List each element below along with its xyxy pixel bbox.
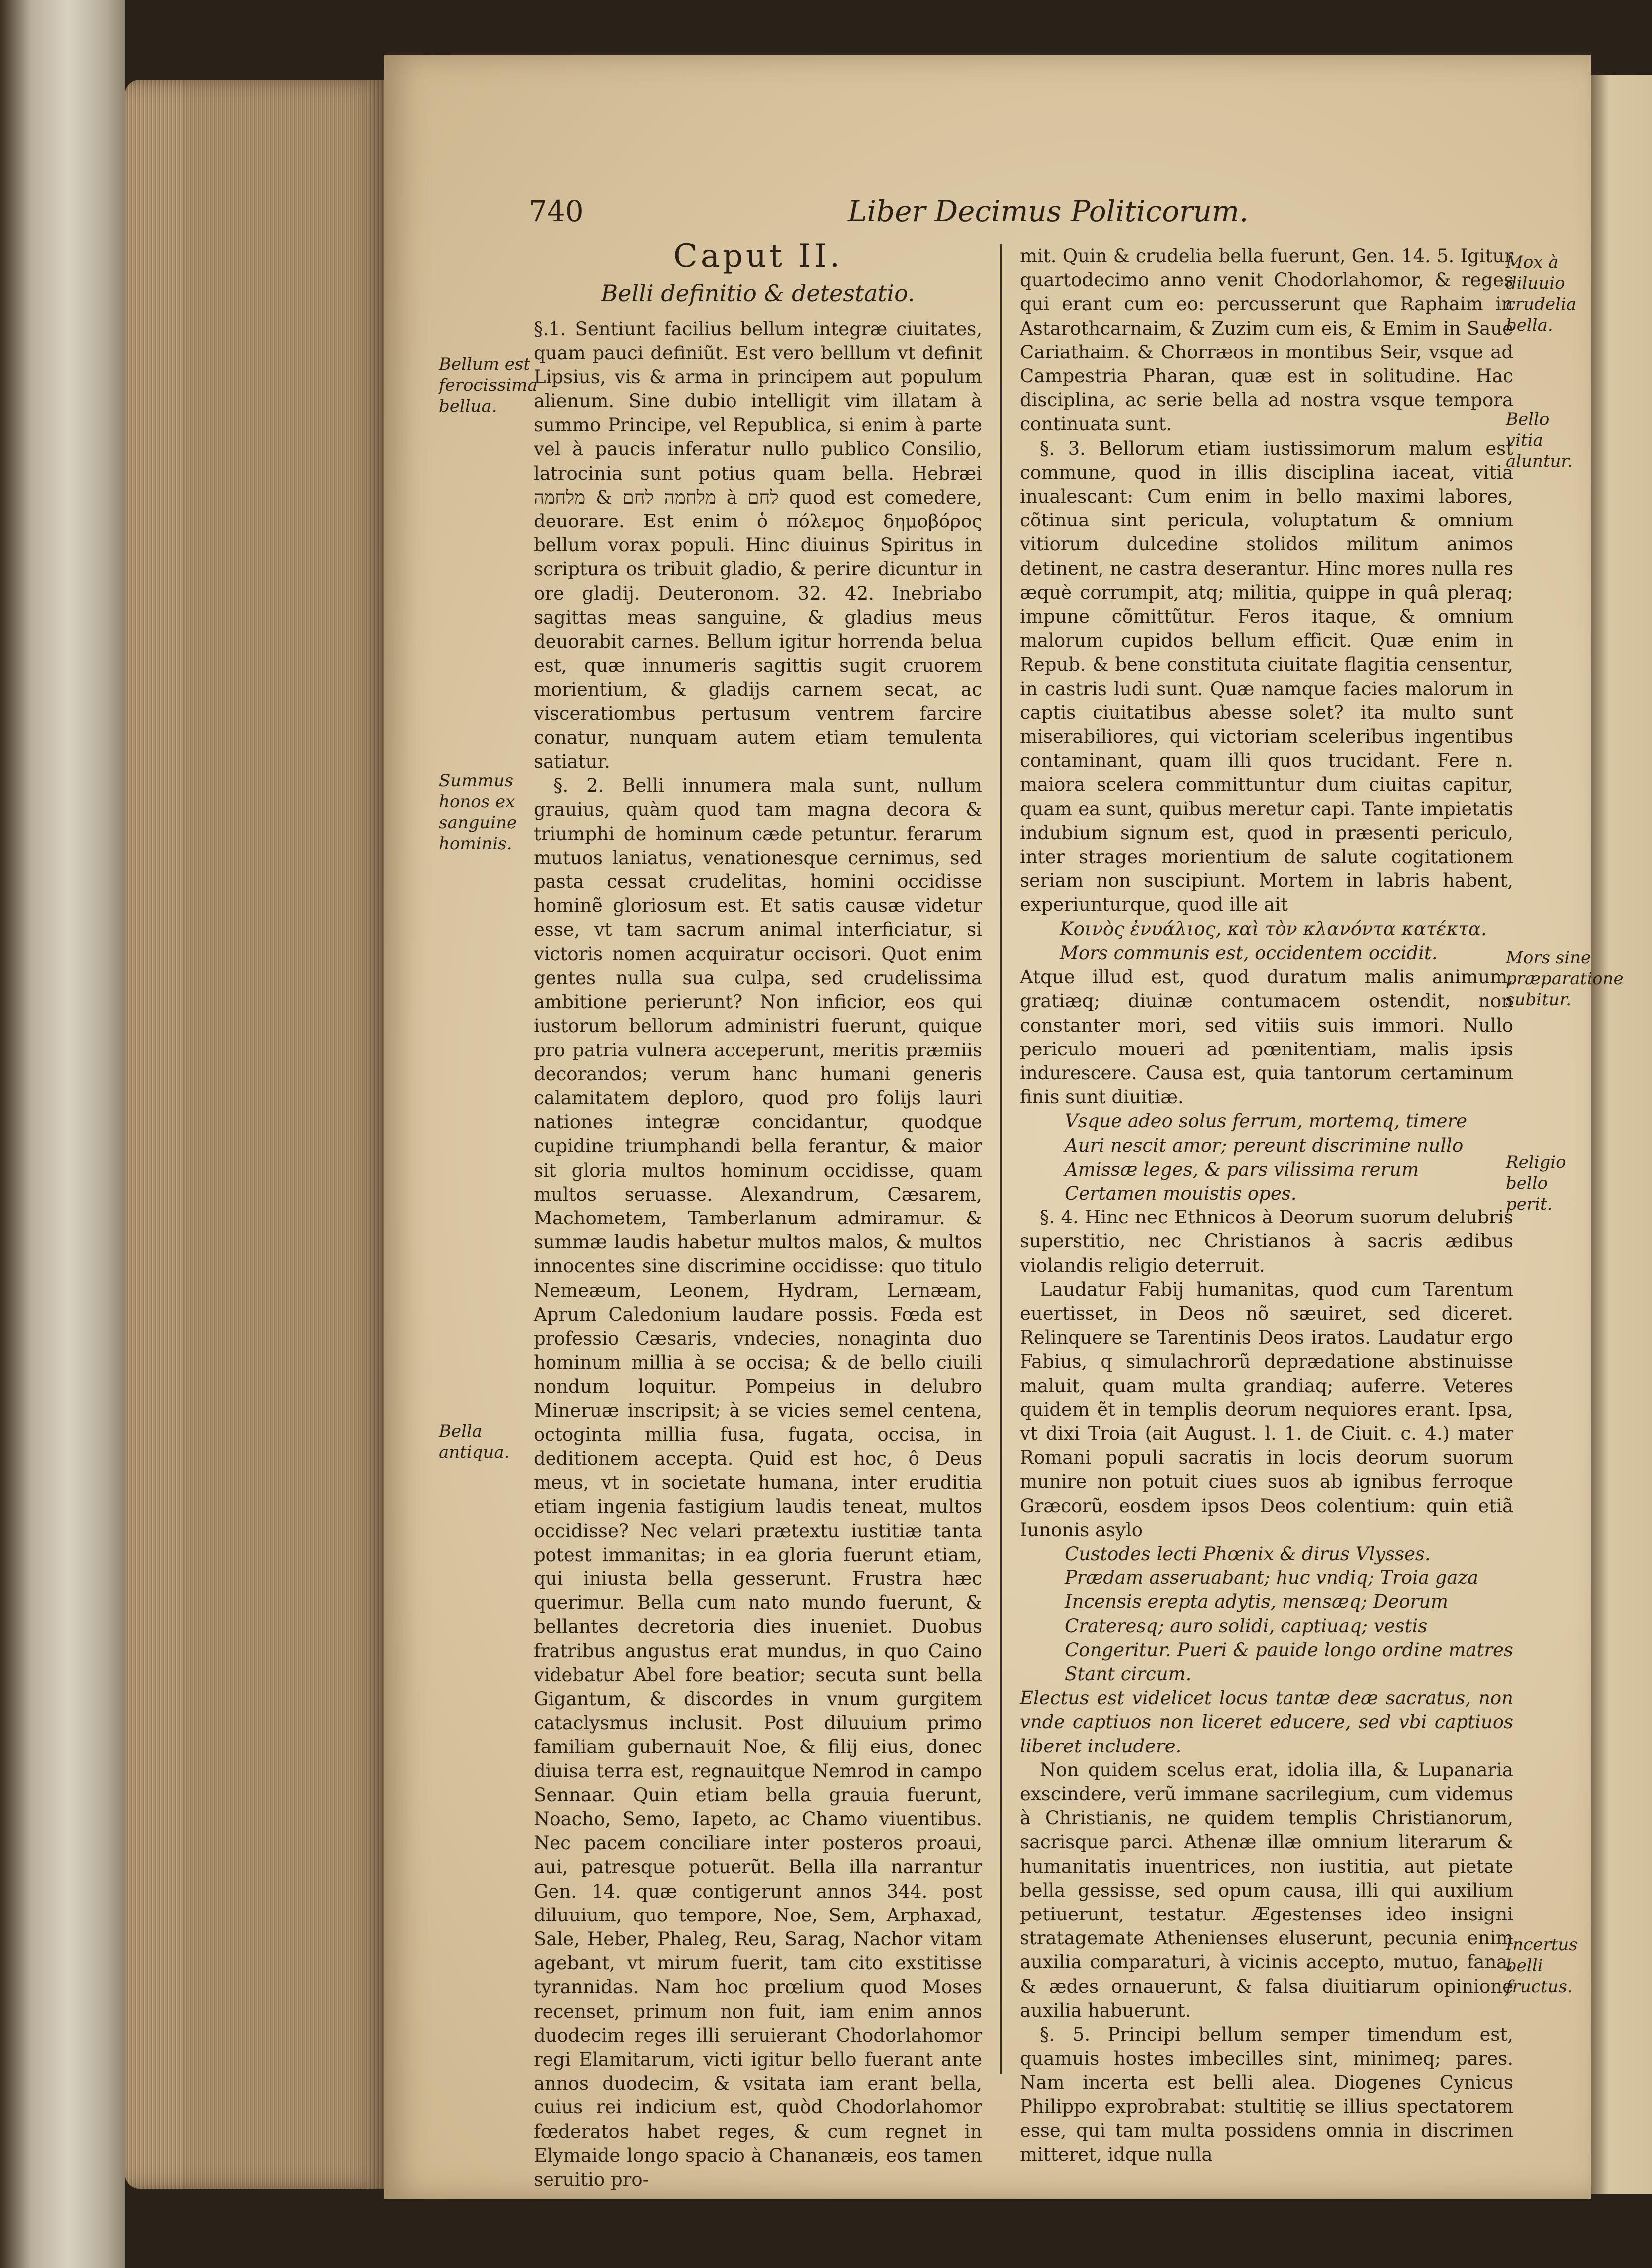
verse-line: Vsque adeo solus ferrum, mortemq, timere [1065,1110,1468,1132]
paragraph-r2: §. 3. Bellorum etiam iustissimorum malum est commune, quod in illis disciplina iaceat, vitia inualescant: Cum enim in bello maximi labores, cõtinua sint pericula, voluptatum & omnium vitiorum dulcedine stolidos militum animos detinent, ne castra deserantur. Hinc mores nulla res æquè corrumpit, atq; militia, quippe in quâ pleraq; impune cõmittũtur. Feros itaque, & omnium malorum cupidos bellum efficit. Quæ enim in Repub. & bene constituta ciuitate flagitia censentur, in castris ludi sunt. Quæ namque facies malorum in captis ciuitatibus abesse solet? ita multo sunt miserabiliores, qui victoriam sceleribus ingentibus contaminant, quam illi quos trucidant. Fere n. maiora scelera committuntur dum ciuitas capitur, quam ea sunt, quibus meretur capi. Tante impietatis indubium signum est, quod in præsenti periculo, inter strages morientium de salute cogitationem seriam non suscipiunt. Mortem in labris habent, experiunturque, quod ille ait [1020,437,1513,916]
greek-translation: Mors communis est, occidentem occidit. [1060,942,1438,964]
verse-line: Auri nescit amor; pereunt discrimine nullo [1065,1134,1464,1156]
right-column [1020,244,1513,2167]
greek-quote: Κοινὸς ἐνυάλιος, καὶ τὸν κλανόντα κατέκτα. [1060,918,1487,940]
running-title: Liber Decimus Politicorum. [848,194,1249,228]
verse-block-1 [1020,1109,1513,1206]
facing-page-edge [1591,75,1652,2194]
paragraph-r7: Non quidem scelus erat, idolia illa, & Lupanaria exscindere, verũ immane sacrilegium, cum videmus à Christianis, ne quidem templis Christianorum, sacrisque parci. Athenæ illæ omnium literarum & humanitatis inuentrices, non iustitia, aut pietate bella gessisse, sed opum causa, illi qui auxilium petiuerunt, testatur. Ægestenses ideo insigni stratagemate Athenienses eluserunt, pecunia enim auxilia comparaturi, à vicinis accepto, mutuo, fana, & ædes ornauerunt, & falsa diuitiarum opinione auxilia habuerunt. [1020,1759,1513,2021]
margin-note: Incertus belli fructus. [1506,1935,1578,1997]
page-number: 740 [529,194,584,228]
chapter-subtitle: Belli definitio & detestatio. [601,280,915,307]
paragraph-r6: Electus est videlicet locus tantæ deæ sacratus, non vnde captiuos non liceret educere, sed vbi captiuos liberet includere. [1020,1687,1513,1757]
chapter-title: Caput II. [673,238,843,275]
verse-line: Prædam asseruabant; huc vndiq; Troia gaza [1065,1567,1479,1589]
margin-note: Bellum est ferocissima bellua. [439,354,538,416]
paragraph-r8: §. 5. Principi bellum semper timendum est, quamuis hostes imbecilles sint, minimeq; pares. Nam incerta est belli alea. Diogenes Cynicus Philippo exprobrabat: stultitię se illius spectatorem esse, qui tam multa possidens omnia in discrimen mitteret, idque nulla [1020,2024,1513,2166]
paragraph-2: §. 2. Belli innumera mala sunt, nullum grauius, quàm quod tam magna decora & triumphi de hominum cæde petuntur. ferarum mutuos laniatus, venationesque cernimus, sed pasta cessat crudelitas, homini occidisse hominẽ gloriosum est. Et satis causæ videtur esse, vt tam sacrum animal interficiatur, si victoris nomen acquiratur occisori. Quot enim gentes nulla sua culpa, sed crudelissima ambitione perierunt? Non inficior, eos qui iustorum bellorum administri fuerunt, quique pro patria vulnera acceperunt, meritis præmiis decorandos; verum hanc humani generis calamitatem deploro, quod pro folijs lauri nationes integræ concidantur, quodque cupidine triumphandi bella ferantur, & maior sit gloria multos hominum occidisse, quam multos seruasse. Alexandrum, Cæsarem, Machometem, Tamberlanum admiramur. & summæ laudis habetur multos malos, & multos innocentes sine discrimine occidisse: quo titulo Nemeæum, Leonem, Hydram, Lernæam, Aprum Caledonium laudare possis. Fœda est professio Cæsaris, vndecies, nonaginta duo hominum millia à se occisa; & de bello ciuili nondum loquitur. Pompeius in delubro Mineruæ inscripsit; à se vicies semel centena, octoginta millia fusa, fugata, occisa, in deditionem accepta. Quid est hoc, ô Deus meus, vt in societate humana, inter eruditia etiam ingenia fastigium laudis teneat, multos occidisse? Nec velari prætextu iustitiæ tanta potest immanitas; in ea gloria fuerunt etiam, qui iniusta bella gesserunt. Frustra hæc querimur. Bella cum nato mundo fuerunt, & bellantes decretoria dies inueniet. Duobus fratribus angustus erat mundus, in quo Caino videbatur Abel fore beatior; secuta sunt bella Gigantum, & discordes in vnum gurgitem cataclysmus inclusit. Post diluuium primo familiam gubernauit Noe, & filij eius, donec diuisa terra est, regnauitque Nemrod in campo Sennaar. Quin etiam bella grauia fuerunt, Noacho, Semo, Iapeto, ac Chamo viuentibus. Nec pacem conciliare inter posteros proaui, aui, patresque potuerũt. Bella illa narrantur Gen. 14. quæ contigerunt annos 344. post diluuium, quo tempore, Noe, Sem, Arphaxad, Sale, Heber, Phaleg, Reu, Sarag, Nachor vitam agebant, vt mirum fuerit, tam cito exstitisse tyrannidas. Nam hoc prœlium quod Moses recenset, primum non fuit, iam enim annos duodecim reges illi seruierant Chodorlahomor regi Elamitarum, victi igitur bello fuerant ante annos duodecim, & vsitata iam erant bella, cuius rei indicium est, quòd Chodorlahomor fœderatos habet reges, & cum regnet in Elymaide longo spacio à Chananæis, eos tamen seruitio pro- [534,775,982,2191]
verse-line: Custodes lecti Phœnix & dirus Vlysses. [1065,1543,1431,1565]
paragraph-r3: Atque illud est, quod duratum malis animum, gratiæq; diuinæ contumacem ostendit, non constanter mori, sed vitiis suis immori. Nullo periculo moueri ad pœnitentiam, malis ipsis indurescere. Causa est, quia tantorum certaminum finis sunt diuitiæ. [1020,966,1513,1108]
column-rule [1000,244,1002,2074]
verse-line: Incensis erepta adytis, mensæq; Deorum [1065,1591,1449,1613]
book-spine [0,0,125,2268]
margin-note: Bella antiqua. [439,1421,510,1462]
margin-note: Mors sine præparatione subitur. [1506,948,1624,1010]
margin-note: Summus honos ex sanguine hominis. [439,771,517,854]
verse-block-2 [1020,1542,1513,1686]
verse-line: Congeritur. Pueri & pauide longo ordine matres [1065,1639,1513,1661]
verse-line: Amissæ leges, & pars vilissima rerum [1065,1158,1419,1180]
left-column [534,238,982,2192]
paragraph-r5: Laudatur Fabij humanitas, quod cum Tarentum euertisset, in Deos nõ sæuiret, sed diceret. Relinquere se Tarentinis Deos iratos. Laudatur ergo Fabius, q simulachrorũ deprædatione abstinuisse maluit, quam multa grandiaq; auferre. Veteres quidem ẽt in templis deorum nequiores erant. Ipsa, vt dixi Troia (ait August. l. 1. de Ciuit. c. 4.) mater Romani populi sacratis in locis deorum suorum munire non potuit ciues suos ab ignibus ferroque Græcorũ, eosdem ipsos Deos colentium: quin etiã Iunonis asylo [1020,1278,1513,1541]
verse-line: Certamen mouistis opes. [1065,1182,1297,1204]
verse-line: Stant circum. [1065,1663,1192,1685]
margin-note: Mox à diluuio crudelia bella. [1506,252,1577,335]
paragraph-1: §.1. Sentiunt facilius bellum integræ ciuitates, quam pauci definiũt. Est vero belllum vt definit Lipsius, vis & arma in principem aut populum alienum. Sine dubio intelligit vim illatam à summo Principe, vel Republica, si enim à parte vel à paucis inferatur nullo publico Consilio, latrocinia sunt potius quam bella. Hebræi מלחמה לחם & מלחמה à לחם quod est comedere, deuorare. Est enim ὁ πόλεμος δημοβόρος bellum vorax populi. Hinc diuinus Spiritus in scriptura os tribuit gladio, & perire dicuntur in ore gladij. Deuteronom. 32. 42. Inebriabo sagittas meas sanguine, & gladius meus deuorabit carnes. Bellum igitur horrenda belua est, quæ innumeris sagittis sugit cruorem morientium, & gladijs carnem secat, ac visceratiombus pertusum ventrem farcire conatur, nunquam autem etiam temulenta satiatur. [534,318,982,773]
page-edges [125,80,384,2189]
margin-note: Religio bello perit. [1506,1152,1566,1214]
paragraph-r1: mit. Quin & crudelia bella fuerunt, Gen. 14. 5. Igitur quartodecimo anno venit Chodorlahomor, & reges qui erant cum eo: percusserunt que Raphaim in Astarothcarnaim, & Zuzim cum eis, & Emim in Saue Cariathaim. & Chorræos in montibus Seir, vsque ad Campestria Pharan, quæ est in solitudine. Hac disciplina, ac serie bella ad nostra vsque tempora continuata sunt. [1020,245,1513,435]
paragraph-r4: §. 4. Hinc nec Ethnicos à Deorum suorum delubris superstitio, nec Christianos à sacris ædibus violandis religio deterruit. [1020,1207,1513,1276]
margin-note: Bello vitia aluntur. [1506,409,1573,471]
verse-line: Crateresq; auro solidi, captiuaq; vestis [1065,1615,1428,1637]
